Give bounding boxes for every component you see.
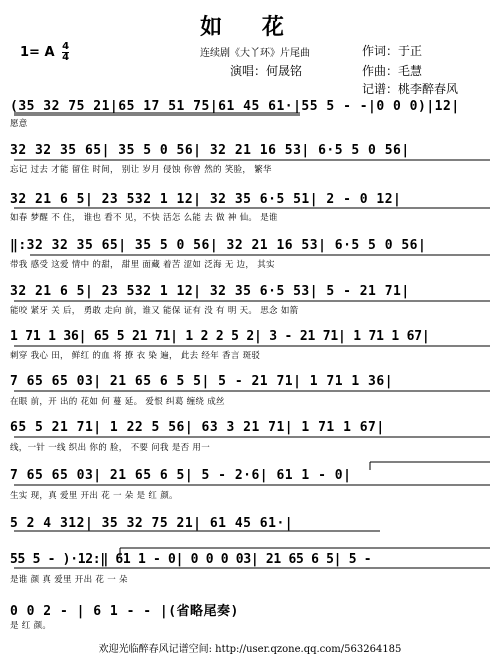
- notation-row-12: 0 0 2 - | 6 1 - - |(省略尾奏): [10, 604, 239, 619]
- key-signature: [20, 42, 69, 63]
- notation-row-9: 7 65 65 03| 21 65 6 5| 5 - 2·6| 61 1 - 0|: [10, 468, 352, 483]
- notation-row-11: 55 5 - )·12:‖ 61 1 - 0| 0 0 0 03| 21 65 6 5| 5 -: [10, 552, 372, 567]
- key-label: 1= A: [20, 45, 55, 60]
- lyric-row-4: 带我 感受 这爱 情中 的甜， 甜里 面藏 着苦 涩如 泛海 无 边， 其实: [10, 260, 275, 270]
- notation-row-6: 1 71 1 36| 65 5 21 71| 1 2 2 5 2| 3 - 21 71| 1 71 1 67|: [10, 329, 430, 344]
- notation-row-10: 5 2 4 312| 35 32 75 21| 61 45 61·|: [10, 516, 294, 531]
- lyric-row-3: 如春 梦醒 不 住， 谁也 看不 见，不快 活怎 么能 去 做 神 仙。 是谁: [10, 213, 278, 223]
- notation-row-7: 7 65 65 03| 21 65 6 5 5| 5 - 21 71| 1 71 1 36|: [10, 374, 394, 389]
- notation-row-4: ‖:32 32 35 65| 35 5 0 56| 32 21 16 53| 6·5 5 0 56|: [10, 238, 427, 253]
- time-top: 4: [62, 41, 70, 52]
- lyric-row-2: 忘记 过去 才能 留住 时间， 别让 岁月 侵蚀 你曾 然的 笑脸， 繁华: [10, 165, 272, 175]
- notation-row-1: (35 32 75 21|65 17 51 75|61 45 61·|55 5 - -|0 0 0)|12|: [10, 99, 460, 114]
- footer-text: 欢迎光临醉春风记谱空间: http://user.qzone.qq.com/563264185: [98, 644, 402, 655]
- notation-row-8: 65 5 21 71| 1 22 5 56| 63 3 21 71| 1 71 1 67|: [10, 420, 385, 435]
- singer: 演唱：何晟铭: [230, 64, 303, 78]
- lyric-row-11: 是谁 颜 真 爱里 开出 花 一 朵: [10, 575, 128, 585]
- lyric-row-7: 在眼 前，开 出的 花如 何 蔓 延。 爱恨 纠葛 缠绕 成丝: [10, 397, 225, 407]
- lyric-row-9: 生实 现，真 爱里 开出 花 一 朵 是 红 颜。: [10, 491, 178, 501]
- composer: 作曲：毛慧: [362, 64, 423, 78]
- notation-row-2: 32 32 35 65| 35 5 0 56| 32 21 16 53| 6·5 5 0 56|: [10, 143, 410, 158]
- lyric-row-1: 愿意: [10, 119, 28, 129]
- time-signature: [62, 42, 69, 63]
- lyric-row-12: 是 红 颜。: [10, 621, 52, 631]
- subtitle: 连续剧《大丫环》片尾曲: [200, 48, 310, 59]
- lyric-row-5: 能咬 紧牙 关 后， 勇敢 走向 前，谁又 能保 证有 没 有 明 天。 思念 如箭: [10, 306, 299, 316]
- lyric-row-6: 刺穿 我心 田， 鲜红 的血 将 撩 衣 染 遍， 此去 经年 香言 斑驳: [10, 351, 261, 361]
- time-bottom: 4: [62, 52, 70, 63]
- notation-row-3: 32 21 6 5| 23 532 1 12| 32 35 6·5 51| 2 - 0 12|: [10, 192, 402, 207]
- song-title: 如 花: [200, 14, 300, 40]
- notation-row-5: 32 21 6 5| 23 532 1 12| 32 35 6·5 53| 5 - 21 71|: [10, 284, 410, 299]
- transcriber: 记谱：桃李醉春风: [362, 82, 459, 96]
- lyricist: 作词：于正: [362, 44, 423, 58]
- lyric-row-8: 线，一针 一线 织出 你的 脸， 不要 问我 是否 用一: [10, 443, 211, 453]
